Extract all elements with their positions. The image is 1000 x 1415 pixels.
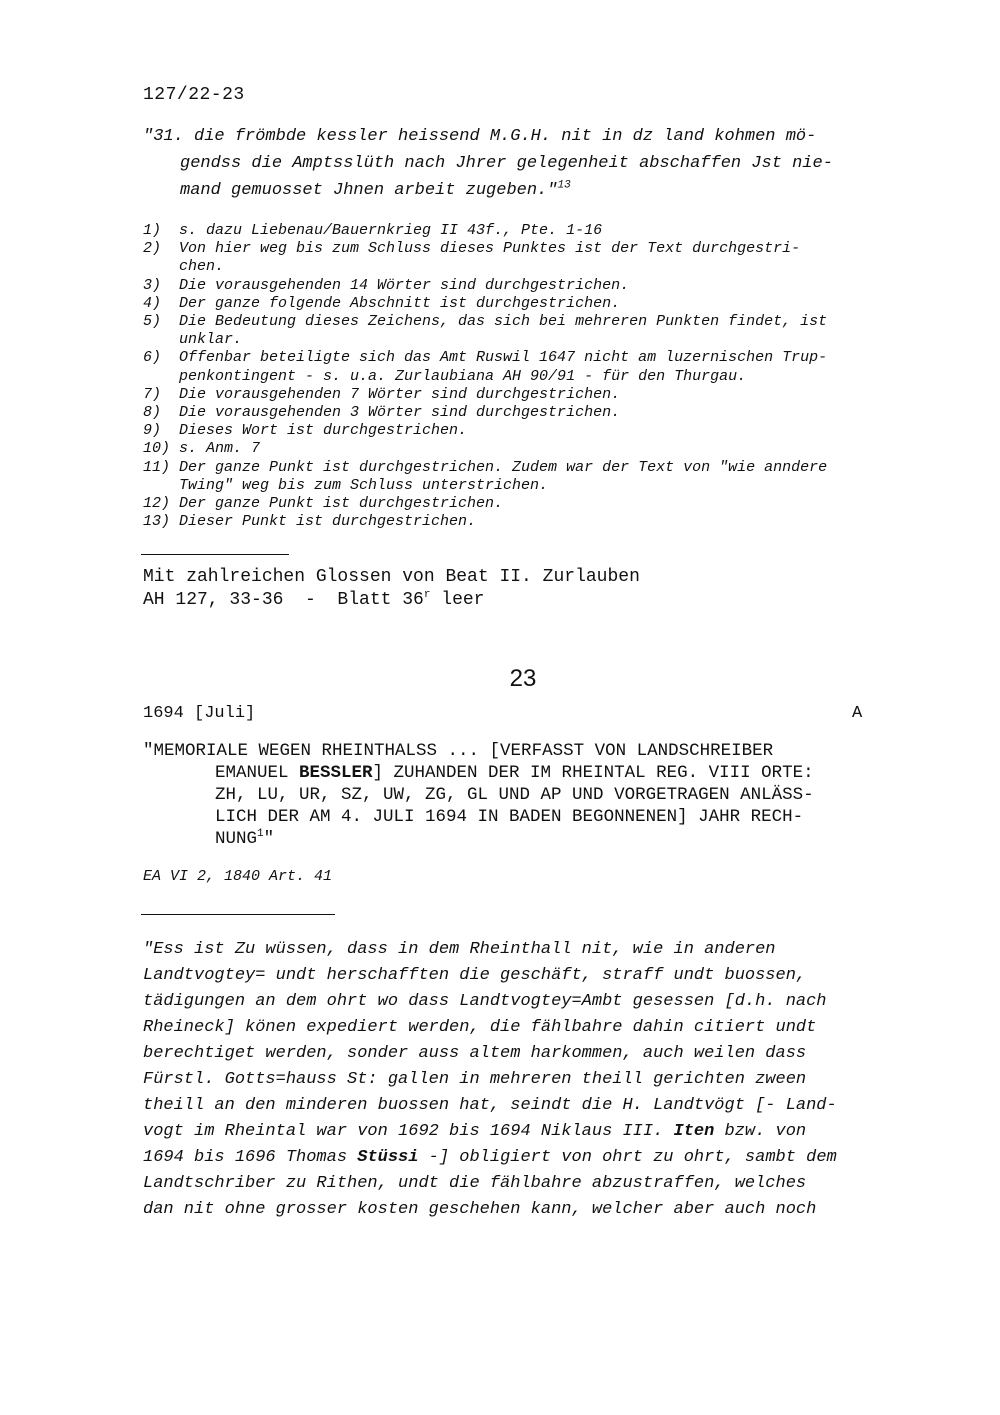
- footnote-text: Die vorausgehenden 7 Wörter sind durchgestrichen.: [179, 385, 621, 403]
- title-line: NUNG$^1$": [215, 828, 275, 849]
- footnote-item: [143, 513, 923, 531]
- footnote-text: Von hier weg bis zum Schluss dieses Punktes ist der Text durchgestri- chen.: [179, 240, 801, 276]
- footnote-text: Der ganze Punkt ist durchgestrichen. Zudem war der Text von "wie anndere Twing" weg bis zum Schluss unterstrichen.: [179, 458, 828, 494]
- footnote-text: Dieses Wort ist durchgestrichen.: [179, 422, 468, 440]
- body-line: "Ess ist Zu wüssen, dass in dem Rheinthall nit, wie in anderen: [143, 940, 776, 959]
- quote-line: gendss die Amptsslüth nach Jhrer gelegenheit abschaffen Jst nie-: [180, 154, 833, 173]
- author-name: BESSLER: [299, 763, 373, 783]
- body-line: vogt im Rheintal war von 1692 bis 1694 Niklaus III. Iten bzw. von: [143, 1122, 807, 1141]
- title-line: EMANUEL BESSLER] ZUHANDEN DER IM RHEINTAL REG. VIII ORTE:: [215, 763, 814, 783]
- source-note: [143, 566, 640, 612]
- bailiff-name: Stüssi: [357, 1148, 419, 1167]
- footnote-number: 6): [143, 349, 162, 367]
- footnote-number: 9): [143, 422, 162, 440]
- footnote-item: [143, 222, 923, 240]
- footnote-item: [143, 440, 923, 458]
- source-line: AH 127, 33-36 - Blatt 36$^r$ leer: [143, 589, 485, 610]
- footnote-number: 13): [143, 513, 171, 531]
- body-line: Fürstl. Gotts=hauss St: gallen in mehreren theill gerichten zween: [143, 1070, 807, 1089]
- section-divider: [141, 554, 289, 555]
- document-letter: A: [852, 704, 863, 723]
- document-number: 23: [509, 665, 537, 692]
- footnote-text: Die vorausgehenden 14 Wörter sind durchgestrichen.: [179, 276, 630, 294]
- footnote-item: [143, 422, 923, 440]
- bailiff-name: Iten: [673, 1122, 715, 1141]
- footnote-number: 8): [143, 404, 162, 422]
- footnote-text: Die Bedeutung dieses Zeichens, das sich bei mehreren Punkten findet, ist unklar.: [179, 313, 828, 349]
- footnote-item: [143, 459, 923, 495]
- body-text: [143, 937, 923, 1223]
- body-line: theill an den minderen buossen hat, seindt die H. Landtvögt [- Land-: [143, 1096, 837, 1115]
- title-line: "MEMORIALE WEGEN RHEINTHALSS ... [VERFASST VON LANDSCHREIBER: [143, 741, 774, 761]
- footnote-number: 10): [143, 440, 171, 458]
- edition-reference: EA VI 2, 1840 Art. 41: [143, 868, 333, 885]
- footnote-item: [143, 404, 923, 422]
- document-date: 1694 [Juli]: [143, 704, 256, 723]
- footnote-number: 7): [143, 385, 162, 403]
- body-line: Landtschriber zu Rithen, undt die fählbahre abzustraffen, welches: [143, 1174, 807, 1193]
- footnote-text: s. dazu Liebenau/Bauernkrieg II 43f., Pte. 1-16: [179, 222, 603, 239]
- quote-line: "31. die frömbde kessler heissend M.G.H. nit in dz land kohmen mö-: [143, 127, 817, 146]
- quote-line: mand gemuosset Jhnen arbeit zugeben."$^{13}$: [180, 179, 571, 200]
- footnotes-list: [143, 222, 923, 531]
- body-line: berechtiget werden, sonder auss altem harkommen, auch weilen dass: [143, 1044, 807, 1063]
- footnote-item: [143, 349, 923, 385]
- title-line: ZH, LU, UR, SZ, UW, ZG, GL UND AP UND VORGETRAGEN ANLÄSS-: [215, 785, 814, 805]
- footnote-marker: 1: [257, 828, 264, 841]
- body-line: Rheineck] könen expediert werden, die fählbahre dahin citiert undt: [143, 1018, 817, 1037]
- quoted-article: [143, 123, 903, 204]
- folio-superscript: r: [423, 589, 431, 601]
- body-line: tädigungen an dem ohrt wo dass Landtvogtey=Ambt gesessen [d.h. nach: [143, 992, 827, 1011]
- footnote-text: Die vorausgehenden 3 Wörter sind durchgestrichen.: [179, 404, 621, 422]
- footnote-item: [143, 277, 923, 295]
- footnote-number: 4): [143, 294, 162, 312]
- footnote-number: 3): [143, 276, 162, 294]
- footnote-text: Dieser Punkt ist durchgestrichen.: [179, 513, 477, 531]
- footnote-number: 1): [143, 222, 162, 239]
- footnote-text: s. Anm. 7: [179, 440, 261, 458]
- footnote-number: 11): [143, 458, 171, 476]
- source-line: Mit zahlreichen Glossen von Beat II. Zurlauben: [143, 567, 640, 587]
- footnote-item: [143, 295, 923, 313]
- document-title: [143, 740, 913, 850]
- footnote-number: 12): [143, 495, 171, 513]
- footnote-item: [143, 495, 923, 513]
- footnote-text: Der ganze folgende Abschnitt ist durchgestrichen.: [179, 294, 621, 312]
- footnote-number: 5): [143, 313, 162, 331]
- footnote-text: Offenbar beteiligte sich das Amt Ruswil 1647 nicht am luzernischen Trup- penkontingent - s. u.a. Zurlaubiana AH 90/91 - für den Thurgau.: [179, 349, 828, 385]
- body-line: dan nit ohne grosser kosten geschehen kann, welcher aber auch noch: [143, 1200, 817, 1219]
- page-reference: 127/22-23: [143, 85, 245, 105]
- section-divider: [141, 914, 335, 915]
- footnote-item: [143, 313, 923, 349]
- body-line: 1694 bis 1696 Thomas Stüssi -] obligiert von ohrt zu ohrt, sambt dem: [143, 1148, 837, 1167]
- footnote-marker: 13: [557, 179, 571, 192]
- footnote-item: [143, 240, 923, 276]
- body-line: Landtvogtey= undt herschafften die geschäft, straff undt buossen,: [143, 966, 807, 985]
- footnote-number: 2): [143, 240, 162, 258]
- title-line: LICH DER AM 4. JULI 1694 IN BADEN BEGONNENEN] JAHR RECH-: [215, 807, 804, 827]
- footnote-text: Der ganze Punkt ist durchgestrichen.: [179, 495, 504, 513]
- footnote-item: [143, 386, 923, 404]
